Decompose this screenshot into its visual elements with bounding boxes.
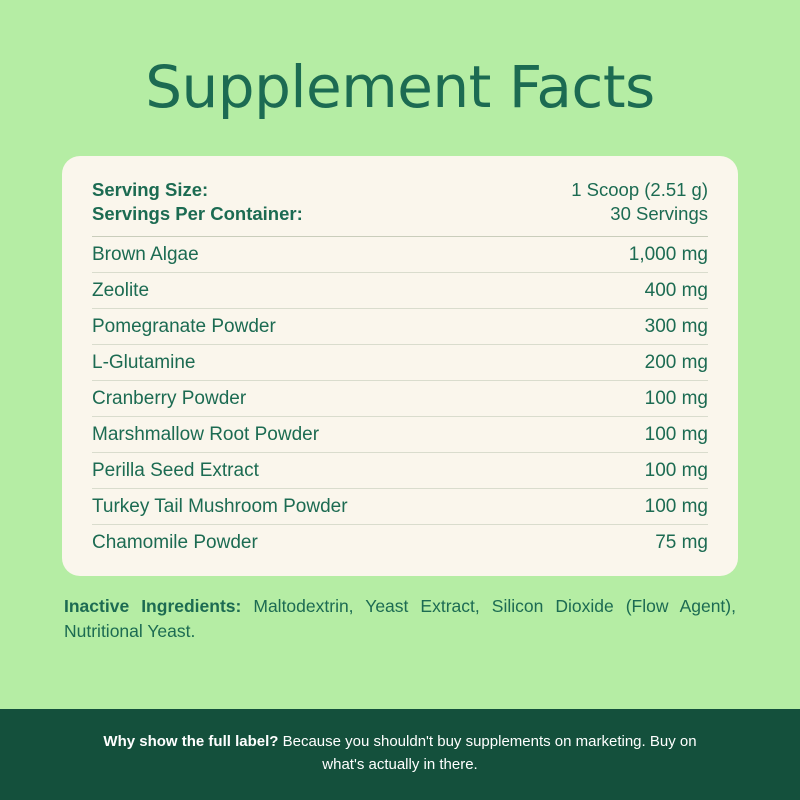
ingredient-amount: 100 mg [644,423,708,445]
ingredient-amount: 400 mg [644,279,708,301]
ingredient-row [92,417,708,453]
ingredient-list [92,236,708,560]
ingredient-amount: 300 mg [644,315,708,337]
ingredient-name: Chamomile Powder [92,531,258,553]
ingredient-row [92,453,708,489]
ingredient-row [92,237,708,273]
ingredient-amount: 100 mg [644,387,708,409]
ingredient-name: Pomegranate Powder [92,315,276,337]
ingredient-name: Zeolite [92,279,150,301]
serving-info [92,178,708,236]
ingredient-name: Turkey Tail Mushroom Powder [92,495,348,517]
ingredient-amount: 100 mg [644,459,708,481]
ingredient-amount: 75 mg [655,531,708,553]
servings-per-container-label: Servings Per Container: [92,202,303,224]
inactive-ingredients-text: Maltodextrin, Yeast Extract, Silicon Dioxide (Flow Agent), Nutritional Yeast. [64,595,736,642]
ingredient-name: L-Glutamine [92,351,196,373]
serving-size-row [92,178,708,202]
ingredient-row [92,489,708,525]
ingredient-row [92,381,708,417]
ingredient-row [92,525,708,560]
serving-size-value: 1 Scoop (2.51 g) [571,178,708,200]
servings-per-container-row [92,202,708,226]
footer-answer: Because you shouldn't buy supplements on marketing. Buy on what's actually in there. [278,733,697,773]
facts-panel [62,156,738,576]
ingredient-name: Brown Algae [92,243,199,265]
footer-note [0,709,800,800]
ingredient-name: Perilla Seed Extract [92,459,259,481]
ingredient-row [92,345,708,381]
ingredient-row [92,273,708,309]
inactive-ingredients-label: Inactive Ingredients: [64,595,242,616]
ingredient-amount: 200 mg [644,351,708,373]
footer-question: Why show the full label? [103,733,279,750]
ingredient-name: Cranberry Powder [92,387,247,409]
ingredient-amount: 1,000 mg [628,243,708,265]
serving-size-label: Serving Size: [92,178,209,200]
inactive-ingredients [62,594,738,645]
page-title: Supplement Facts [145,53,655,121]
ingredient-row [92,309,708,345]
ingredient-amount: 100 mg [644,495,708,517]
ingredient-name: Marshmallow Root Powder [92,423,320,445]
servings-per-container-value: 30 Servings [610,202,708,224]
